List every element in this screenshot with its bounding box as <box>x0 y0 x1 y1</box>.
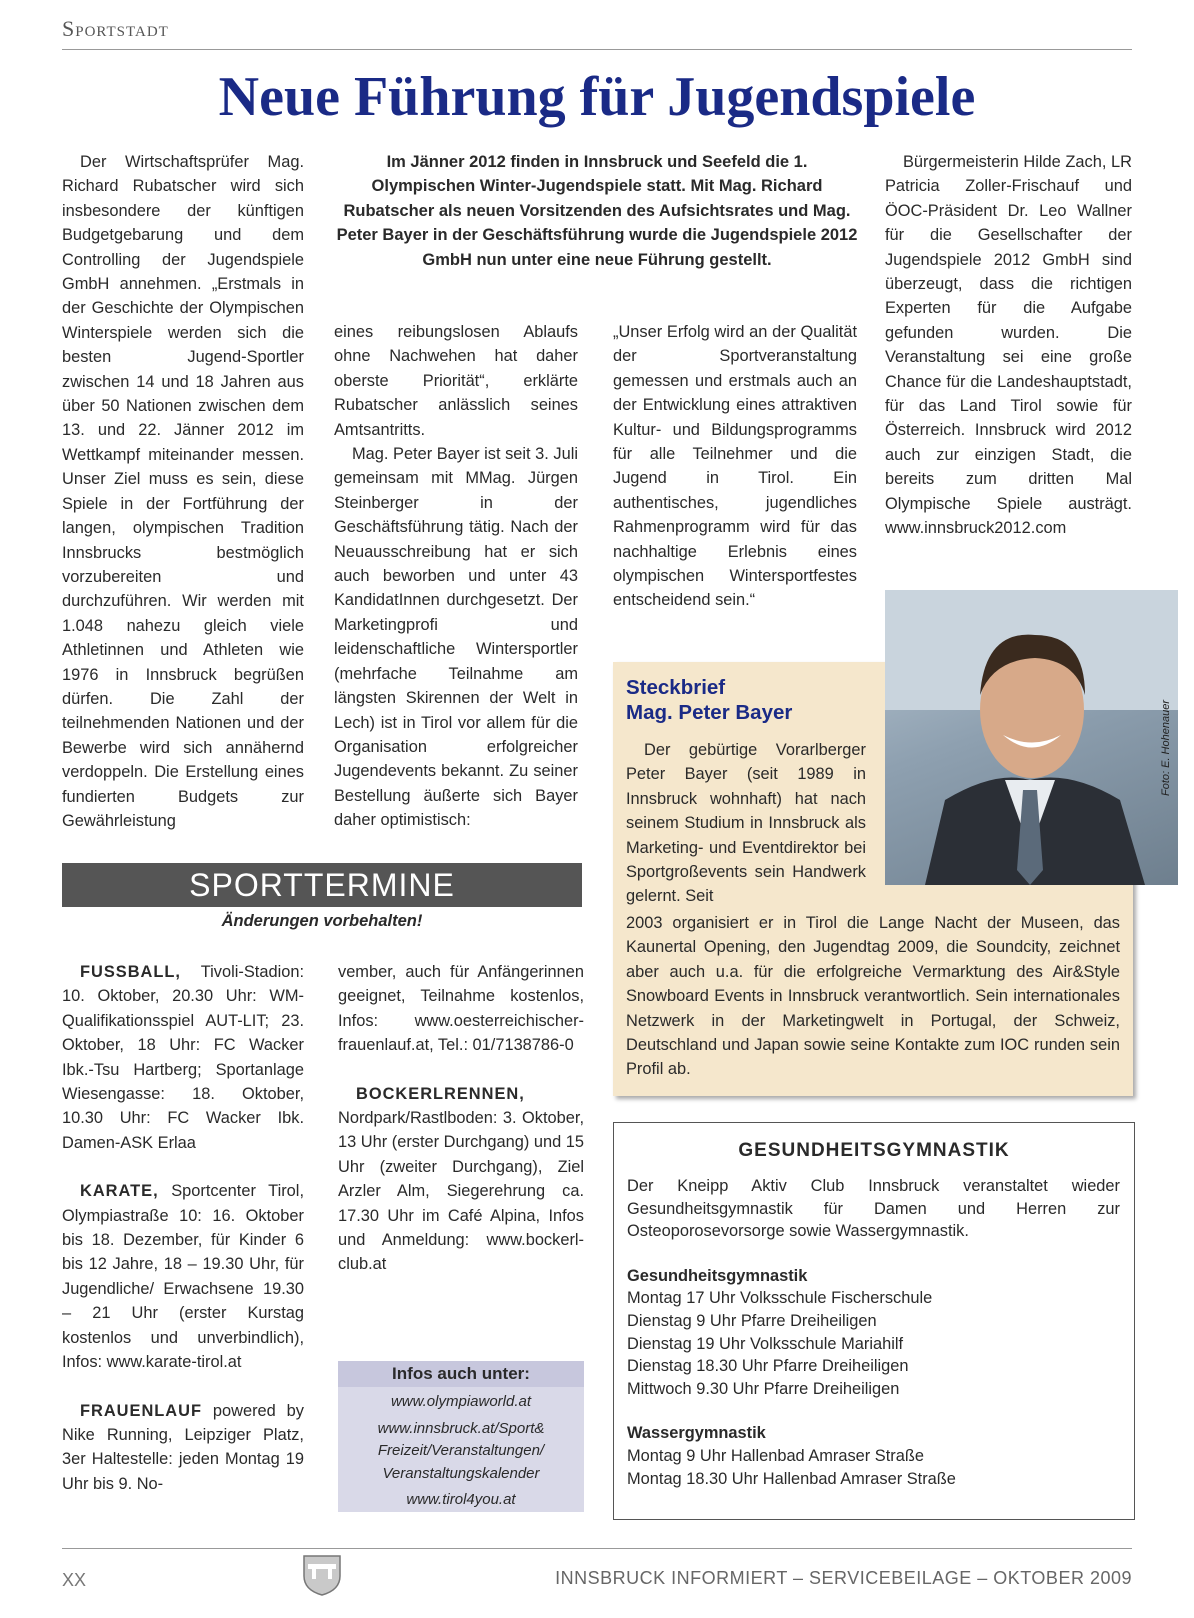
gymnastik-content <box>627 1175 1120 1490</box>
section-label: Sportstadt <box>62 16 169 41</box>
infos-box <box>338 1361 584 1512</box>
event-bockerl <box>338 1082 584 1277</box>
innsbruck-crest-icon <box>302 1552 342 1596</box>
gymnastik-item: Dienstag 18.30 Uhr Pfarre Dreiheiligen <box>627 1357 909 1376</box>
event-fussball-text: Tivoli-Stadion: 10. Oktober, 20.30 Uhr: WM-Qualifikationsspiel AUT-LIT; 23. Oktober, 18 Uhr: FC Wacker Ibk.-Tsu Hartberg; Sportanlage Wiesengasse: 18. Oktober, 10.30 Uhr: FC Wacker Ibk. Damen-ASK Erlaa <box>62 963 304 1152</box>
article-col-1-text: Der Wirtschaftsprüfer Mag. Richard Rubatscher wird sich insbesondere der künftigen Budgetgebarung und dem Controlling der Jugendspiele GmbH annehmen. „Erstmals in der Geschichte der Olympischen Winterspiele werden sich die besten Jugend-Sportler zwischen 14 und 18 Jahren aus über 50 Nationen zwischen dem 13. und 22. Jänner 2012 im Wettkampf miteinander messen. Unser Ziel muss es sein, diese Spiele in der Fortführung der langen, olympischen Tradition Innsbrucks bestmöglich vorzubereiten und durchzuführen. Wir werden mit 1.048 nahezu gleich viele Athletinnen und Athleten wie 1976 in Innsbruck begrüßen dürfen. Die Zahl der teilnehmenden Nationen und der Bewerbe wird sich annähernd verdoppeln. Die Erstellung eines fundierten Budgets zur Gewährleistung <box>62 153 304 830</box>
info-link-innsbruck[interactable]: www.innsbruck.at/Sport& Freizeit/Veranstaltungen/ Veranstaltungskalender <box>377 1419 545 1482</box>
article-col-2-p2: Mag. Peter Bayer ist seit 3. Juli gemeinsam mit MMag. Jürgen Steinberger in der Geschäftsführung tätig. Nach der Neuausschreibung hat er sich auch beworben und unter 43 KandidatInnen durchgesetzt. Der Marketingprofi und leidenschaftliche Wintersportler (mehrfache Teilnahme am längsten Skirennen der Welt in Lech) ist in Tirol vor allem für die Organisation erfolgreicher Jugendevents bekannt. Zu seiner Bestellung äußerte sich Bayer daher optimistisch: <box>334 445 578 830</box>
event-bockerl-keyword: BOCKERLRENNEN, <box>356 1084 525 1103</box>
info-link-tirol4you[interactable]: www.tirol4you.at <box>406 1491 516 1508</box>
gymnastik-item: Montag 17 Uhr Volksschule Fischerschule <box>627 1289 933 1308</box>
gymnastik-intro: Der Kneipp Aktiv Club Innsbruck veranstaltet wieder Gesundheitsgymnastik für Damen und Herren zur Osteoporosevorsorge sowie Wassergymnastik. <box>627 1177 1120 1241</box>
article-col-2-p1: eines reibungslosen Ablaufs ohne Nachwehen hat daher oberste Priorität“, erklärte Rubatscher anlässlich seines Amtsantritts. <box>334 323 578 439</box>
sporttermine-header: SPORTTERMINE <box>62 863 582 907</box>
gymnastik-heading-1: Gesundheitsgymnastik <box>627 1266 808 1285</box>
event-frauenlauf-text: powered by Nike Running, Leipziger Platz, 3er Haltestelle: jeden Montag 19 Uhr bis 9. No- <box>62 1401 304 1493</box>
footer-text: INNSBRUCK INFORMIERT – SERVICEBEILAGE – OKTOBER 2009 <box>555 1568 1132 1588</box>
steckbrief-text-bottom: 2003 organisiert er in Tirol die Lange Nacht der Museen, das Kaunertal Opening, den Jugendtag 2009, die Soundcity, zeichnet aber auch u.a. für die erfolgreiche Vermarktung des Air&Style Snowboard Events in Innsbruck verantwortlich. Sein internationales Netzwerk in der Marketingwelt in Portugal, der Schweiz, Deutschland und Japan sowie seine Kontakte zum IOC runden sein Profil ab. <box>626 914 1120 1079</box>
portrait-illustration <box>885 590 1178 885</box>
gymnastik-item: Dienstag 9 Uhr Pfarre Dreiheiligen <box>627 1311 877 1330</box>
gymnastik-heading-2: Wassergymnastik <box>627 1424 766 1443</box>
event-frauenlauf-cont: vember, auch für Anfängerinnen geeignet, Teilnahme kostenlos, Infos: www.oesterreichischer-frauenlauf.at, Tel.: 01/7138786-0 <box>338 963 584 1055</box>
infos-title: Infos auch unter: <box>338 1361 584 1387</box>
top-rule <box>62 49 1132 50</box>
event-fussball <box>62 960 304 1155</box>
event-fussball-keyword: FUSSBALL, <box>80 963 181 981</box>
steckbrief-title <box>626 675 792 725</box>
sporttermine-col-1 <box>62 960 304 1496</box>
bottom-rule <box>62 1548 1132 1549</box>
event-frauenlauf-keyword: FRAUENLAUF <box>80 1401 202 1420</box>
sporttermine-note: Änderungen vorbehalten! <box>221 912 423 930</box>
portrait-photo <box>885 590 1178 885</box>
info-link-olympiaworld[interactable]: www.olympiaworld.at <box>390 1393 532 1410</box>
event-frauenlauf <box>62 1399 304 1497</box>
page-number: XX <box>62 1570 87 1590</box>
event-bockerl-text: Nordpark/Rastlboden: 3. Oktober, 13 Uhr (erster Durchgang) und 15 Uhr (zweiter Durchgang), Ziel Arzler Alm, Siegerehrung ca. 17.30 Uhr im Café Alpina, Infos und Anmeldung: www.bockerl-club.at <box>338 1109 584 1274</box>
article-col-4: Bürgermeisterin Hilde Zach, LR Patricia Zoller-Frischauf und ÖOC-Präsident Dr. Leo Wallner für die Gesellschafter der Jugendspiele 2012 GmbH sind überzeugt, dass die richtigen Experten für die Aufgabe gefunden wurden. Die Veranstaltung sei eine große Chance für die Landeshauptstadt, für das Land Tirol sowie für Österreich. Innsbruck wird 2012 auch zur einzigen Stadt, die bereits zum dritten Mal Olympische Spiele austrägt. www.innsbruck2012.com <box>885 153 1132 538</box>
photo-credit: Foto: E. Hohenauer <box>1160 700 1172 797</box>
article-col-1 <box>62 150 304 833</box>
headline: Neue Führung für Jugendspiele <box>218 66 976 128</box>
sporttermine-col-2 <box>338 960 584 1277</box>
gymnastik-item: Montag 18.30 Uhr Hallenbad Amraser Straße <box>627 1469 956 1488</box>
event-karate-text: Sportcenter Tirol, Olympiastraße 10: 16. Oktober bis 18. Dezember, für Kinder 6 bis 12 Jahre, 18 – 19.30 Uhr, für Jugendliche/ Erwachsene 19.30 – 21 Uhr (erster Kurstag kostenlos und unverbindlich), Infos: www.karate-tirol.at <box>62 1182 304 1372</box>
gymnastik-item: Dienstag 19 Uhr Volksschule Mariahilf <box>627 1334 904 1353</box>
event-karate-keyword: KARATE, <box>80 1182 159 1201</box>
lead-paragraph: Im Jänner 2012 finden in Innsbruck und Seefeld die 1. Olympischen Winter-Jugendspiele statt. Mit Mag. Richard Rubatscher als neuen Vorsitzenden des Aufsichtsrates und Mag. Peter Bayer in der Geschäftsführung wurde die Jugendspiele 2012 GmbH nun unter eine neue Führung gestellt. <box>336 153 858 269</box>
gymnastik-title: GESUNDHEITSGYMNASTIK <box>738 1140 1010 1161</box>
gymnastik-item: Montag 9 Uhr Hallenbad Amraser Straße <box>627 1446 924 1465</box>
steckbrief-title-line1: Steckbrief <box>626 676 726 699</box>
event-karate <box>62 1179 304 1374</box>
steckbrief-title-line2: Mag. Peter Bayer <box>626 701 793 724</box>
article-col-3: „Unser Erfolg wird an der Qualität der Sportveranstaltung gemessen und erstmals auch an der Entwicklung eines attraktiven Kultur- und Bildungsprogramms für alle Teilnehmer und die Jugend in Tirol. Ein authentisches, jugendliches Rahmenprogramm wird für das nachhaltige Erlebnis eines olympischen Wintersportfestes entscheidend sein.“ <box>613 323 857 610</box>
article-col-2 <box>334 320 578 833</box>
gymnastik-item: Mittwoch 9.30 Uhr Pfarre Dreiheiligen <box>627 1379 900 1398</box>
steckbrief-text-top: Der gebürtige Vorarlberger Peter Bayer (seit 1989 in Innsbruck wohnhaft) hat nach seinem Studium in Innsbruck als Marketing- und Eventdirektor bei Sportgroßevents sein Handwerk gelernt. Seit <box>626 741 866 906</box>
